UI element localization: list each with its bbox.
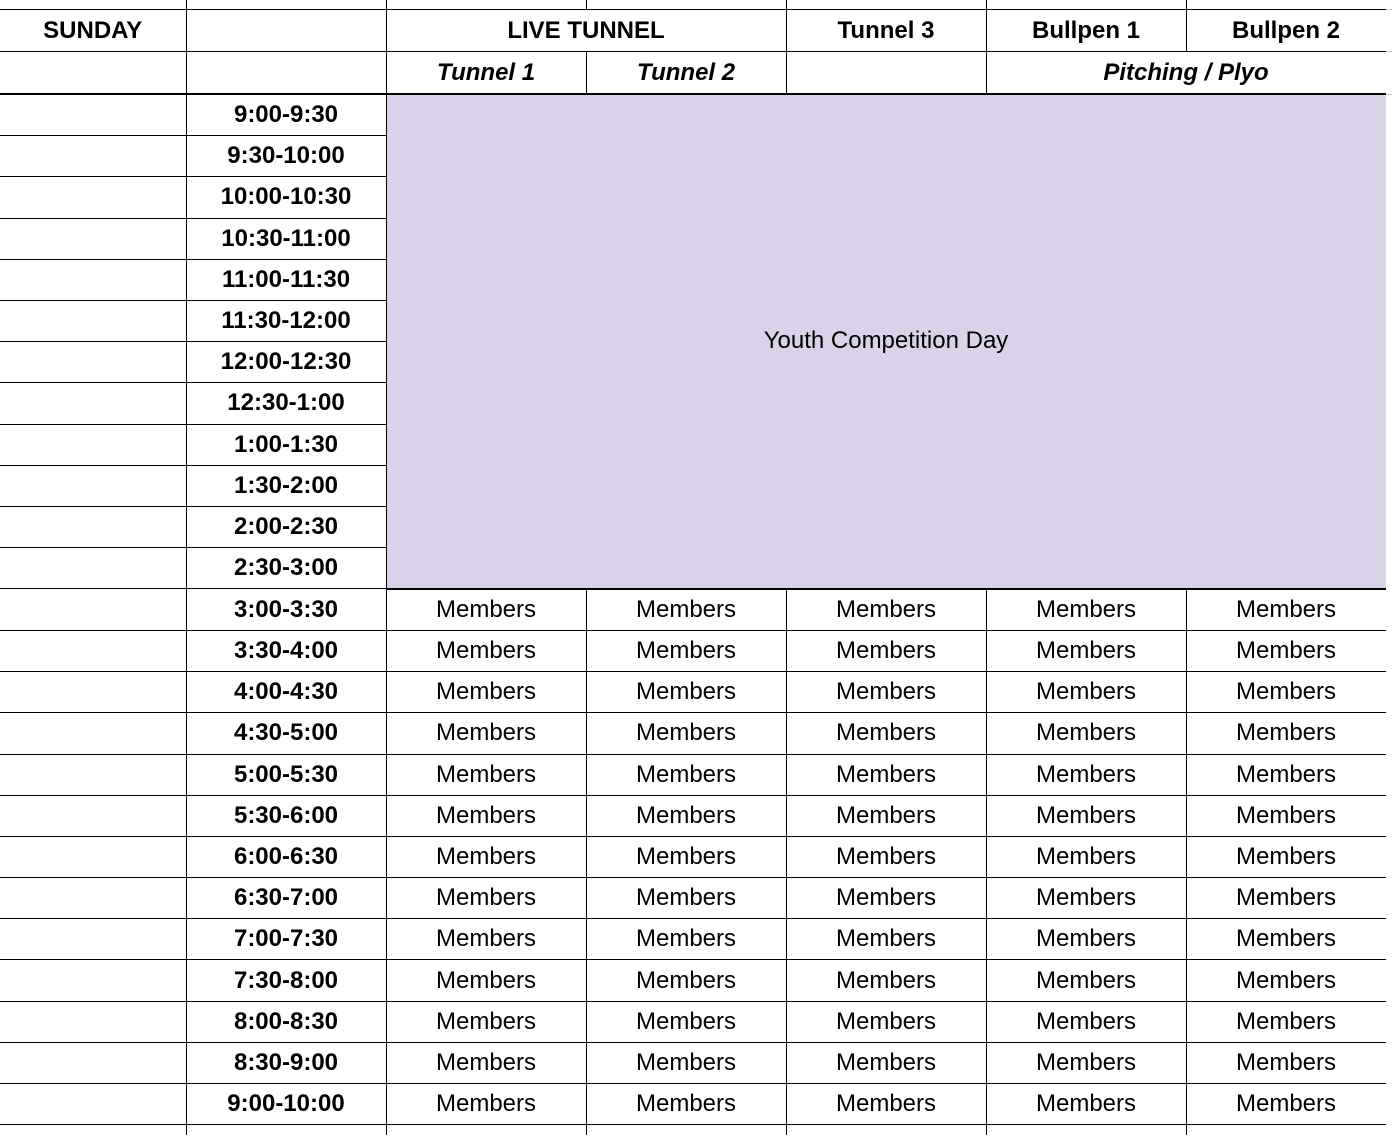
- cell[interactable]: [0, 713, 186, 754]
- cell[interactable]: [0, 342, 186, 383]
- cell[interactable]: [386, 1125, 586, 1136]
- time-slot-cell[interactable]: 10:00-10:30: [186, 177, 386, 218]
- time-slot-row: [0, 919, 1386, 960]
- members-booking-cell[interactable]: Members: [386, 1084, 586, 1125]
- members-booking-cell[interactable]: Members: [986, 878, 1186, 919]
- members-booking-cell[interactable]: Members: [386, 960, 586, 1001]
- members-booking-cell[interactable]: Members: [786, 672, 986, 713]
- members-booking-cell[interactable]: Members: [1186, 795, 1386, 836]
- members-booking-cell[interactable]: Members: [386, 630, 586, 671]
- members-booking-cell[interactable]: Members: [586, 878, 786, 919]
- time-slot-cell[interactable]: 5:30-6:00: [186, 795, 386, 836]
- members-booking-cell[interactable]: Members: [1186, 713, 1386, 754]
- members-booking-cell[interactable]: Members: [986, 795, 1186, 836]
- gridline-tick: [1386, 9, 1392, 10]
- members-booking-cell[interactable]: Members: [986, 919, 1186, 960]
- time-slot-cell[interactable]: 11:00-11:30: [186, 259, 386, 300]
- time-slot-row: [0, 589, 1386, 631]
- members-booking-cell[interactable]: Members: [386, 878, 586, 919]
- members-booking-cell[interactable]: Members: [786, 754, 986, 795]
- cell[interactable]: [0, 506, 186, 547]
- members-booking-cell[interactable]: Members: [1186, 1001, 1386, 1042]
- members-booking-cell[interactable]: Members: [386, 713, 586, 754]
- members-booking-cell[interactable]: Members: [1186, 919, 1386, 960]
- cell[interactable]: [1186, 1125, 1386, 1136]
- members-booking-cell[interactable]: Members: [986, 713, 1186, 754]
- members-booking-cell[interactable]: Members: [386, 795, 586, 836]
- members-booking-cell[interactable]: Members: [1186, 1042, 1386, 1083]
- members-booking-cell[interactable]: Members: [586, 713, 786, 754]
- cell[interactable]: [0, 218, 186, 259]
- members-booking-cell[interactable]: Members: [786, 795, 986, 836]
- time-slot-row: [0, 795, 1386, 836]
- cell[interactable]: [0, 1042, 186, 1083]
- members-booking-cell[interactable]: Members: [586, 1084, 786, 1125]
- time-slot-cell[interactable]: 1:30-2:00: [186, 465, 386, 506]
- members-booking-cell[interactable]: Members: [386, 919, 586, 960]
- cell[interactable]: [0, 1001, 186, 1042]
- members-booking-cell[interactable]: Members: [786, 960, 986, 1001]
- time-slot-row: [0, 94, 1386, 136]
- time-slot-row: [0, 754, 1386, 795]
- members-booking-cell[interactable]: Members: [786, 630, 986, 671]
- cell[interactable]: [0, 548, 186, 589]
- members-booking-cell[interactable]: Members: [386, 754, 586, 795]
- cell[interactable]: [186, 1125, 386, 1136]
- top-partial-row: [0, 0, 1386, 10]
- cell[interactable]: [0, 0, 186, 10]
- cell[interactable]: [986, 1125, 1186, 1136]
- members-booking-cell[interactable]: Members: [786, 713, 986, 754]
- sheet-right-gutter: [1386, 0, 1392, 1145]
- time-slot-cell[interactable]: 7:30-8:00: [186, 960, 386, 1001]
- time-slot-cell[interactable]: 11:30-12:00: [186, 300, 386, 341]
- bullpen1-header-cell[interactable]: Bullpen 1: [986, 10, 1186, 52]
- members-booking-cell[interactable]: Members: [1186, 836, 1386, 877]
- members-booking-cell[interactable]: Members: [786, 1084, 986, 1125]
- cell[interactable]: [186, 0, 386, 10]
- cell[interactable]: [0, 672, 186, 713]
- time-slot-cell[interactable]: 6:00-6:30: [186, 836, 386, 877]
- members-booking-cell[interactable]: Members: [586, 1042, 786, 1083]
- time-slot-row: [0, 672, 1386, 713]
- cell[interactable]: [0, 259, 186, 300]
- tunnel3-header-cell[interactable]: Tunnel 3: [786, 10, 986, 52]
- members-booking-cell[interactable]: Members: [786, 1001, 986, 1042]
- cell[interactable]: [0, 94, 186, 136]
- cell[interactable]: [0, 300, 186, 341]
- members-booking-cell[interactable]: Members: [586, 672, 786, 713]
- bullpen2-header-cell[interactable]: Bullpen 2: [1186, 10, 1386, 52]
- cell[interactable]: [0, 136, 186, 177]
- cell[interactable]: [0, 177, 186, 218]
- time-slot-row: [0, 1084, 1386, 1125]
- time-slot-cell[interactable]: 3:30-4:00: [186, 630, 386, 671]
- members-booking-cell[interactable]: Members: [586, 630, 786, 671]
- members-booking-cell[interactable]: Members: [586, 1001, 786, 1042]
- members-booking-cell[interactable]: Members: [586, 589, 786, 631]
- members-booking-cell[interactable]: Members: [1186, 672, 1386, 713]
- gridline-tick: [1386, 94, 1392, 95]
- time-slot-cell[interactable]: 4:30-5:00: [186, 713, 386, 754]
- members-booking-cell[interactable]: Members: [586, 960, 786, 1001]
- members-booking-cell[interactable]: Members: [1186, 1084, 1386, 1125]
- cell[interactable]: [0, 383, 186, 424]
- cell[interactable]: [0, 878, 186, 919]
- members-booking-cell[interactable]: Members: [386, 836, 586, 877]
- members-booking-cell[interactable]: Members: [986, 754, 1186, 795]
- cell[interactable]: [0, 1125, 186, 1136]
- time-slot-row: [0, 836, 1386, 877]
- members-booking-cell[interactable]: Members: [586, 836, 786, 877]
- members-booking-cell[interactable]: Members: [986, 960, 1186, 1001]
- members-booking-cell[interactable]: Members: [986, 836, 1186, 877]
- time-slot-cell[interactable]: 12:00-12:30: [186, 342, 386, 383]
- members-booking-cell[interactable]: Members: [586, 754, 786, 795]
- time-slot-row: [0, 878, 1386, 919]
- tunnel2-subheader-cell[interactable]: Tunnel 2: [586, 52, 786, 95]
- members-booking-cell[interactable]: Members: [386, 1001, 586, 1042]
- time-slot-row: [0, 630, 1386, 671]
- cell[interactable]: [0, 465, 186, 506]
- members-booking-cell[interactable]: Members: [386, 1042, 586, 1083]
- cell[interactable]: [0, 795, 186, 836]
- header-row-subgroups: [0, 52, 1386, 95]
- members-booking-cell[interactable]: Members: [1186, 878, 1386, 919]
- members-booking-cell[interactable]: Members: [986, 1084, 1186, 1125]
- bottom-partial-row: [0, 1125, 1386, 1136]
- time-slot-cell[interactable]: 2:30-3:00: [186, 548, 386, 589]
- time-slot-cell[interactable]: 9:00-9:30: [186, 94, 386, 136]
- members-booking-cell[interactable]: Members: [386, 589, 586, 631]
- time-slot-cell[interactable]: 6:30-7:00: [186, 878, 386, 919]
- cell[interactable]: [586, 0, 786, 10]
- time-header-cell[interactable]: [186, 10, 386, 52]
- members-booking-cell[interactable]: Members: [1186, 960, 1386, 1001]
- members-booking-cell[interactable]: Members: [786, 1042, 986, 1083]
- members-booking-cell[interactable]: Members: [586, 919, 786, 960]
- youth-competition-day-cell[interactable]: Youth Competition Day: [386, 94, 1386, 589]
- time-slot-cell[interactable]: 2:00-2:30: [186, 506, 386, 547]
- time-slot-cell[interactable]: 8:00-8:30: [186, 1001, 386, 1042]
- time-slot-row: [0, 960, 1386, 1001]
- cell[interactable]: [186, 52, 386, 95]
- time-slot-cell[interactable]: 9:00-10:00: [186, 1084, 386, 1125]
- members-booking-cell[interactable]: Members: [986, 630, 1186, 671]
- time-slot-row: [0, 1042, 1386, 1083]
- header-row-groups: [0, 10, 1386, 52]
- cell[interactable]: [786, 0, 986, 10]
- live-tunnel-header-cell[interactable]: LIVE TUNNEL: [386, 10, 786, 52]
- cell[interactable]: [0, 424, 186, 465]
- time-slot-cell[interactable]: 1:00-1:30: [186, 424, 386, 465]
- cell[interactable]: [0, 1084, 186, 1125]
- members-booking-cell[interactable]: Members: [786, 919, 986, 960]
- cell[interactable]: [1186, 0, 1386, 10]
- cell[interactable]: [0, 52, 186, 95]
- members-booking-cell[interactable]: Members: [1186, 589, 1386, 631]
- members-booking-cell[interactable]: Members: [986, 1001, 1186, 1042]
- cell[interactable]: [0, 960, 186, 1001]
- cell[interactable]: [986, 0, 1186, 10]
- time-slot-row: [0, 713, 1386, 754]
- members-booking-cell[interactable]: Members: [786, 878, 986, 919]
- time-slot-cell[interactable]: 7:00-7:30: [186, 919, 386, 960]
- cell[interactable]: [0, 630, 186, 671]
- cell[interactable]: [386, 0, 586, 10]
- cell[interactable]: [0, 589, 186, 631]
- day-label-cell[interactable]: SUNDAY: [0, 10, 186, 52]
- time-slot-cell[interactable]: 3:00-3:30: [186, 589, 386, 631]
- members-booking-cell[interactable]: Members: [586, 795, 786, 836]
- gridline-tick: [1386, 51, 1392, 52]
- time-slot-cell[interactable]: 12:30-1:00: [186, 383, 386, 424]
- members-booking-cell[interactable]: Members: [986, 1042, 1186, 1083]
- cell[interactable]: [786, 1125, 986, 1136]
- cell[interactable]: [786, 52, 986, 95]
- tunnel1-subheader-cell[interactable]: Tunnel 1: [386, 52, 586, 95]
- members-booking-cell[interactable]: Members: [1186, 630, 1386, 671]
- time-slot-cell[interactable]: 8:30-9:00: [186, 1042, 386, 1083]
- cell[interactable]: [0, 754, 186, 795]
- members-booking-cell[interactable]: Members: [786, 836, 986, 877]
- members-booking-cell[interactable]: Members: [986, 672, 1186, 713]
- time-slot-row: [0, 1001, 1386, 1042]
- members-booking-cell[interactable]: Members: [1186, 754, 1386, 795]
- cell[interactable]: [586, 1125, 786, 1136]
- time-slot-cell[interactable]: 5:00-5:30: [186, 754, 386, 795]
- time-slot-cell[interactable]: 4:00-4:30: [186, 672, 386, 713]
- cell[interactable]: [0, 836, 186, 877]
- members-booking-cell[interactable]: Members: [386, 672, 586, 713]
- time-slot-cell[interactable]: 9:30-10:00: [186, 136, 386, 177]
- cell[interactable]: [0, 919, 186, 960]
- members-booking-cell[interactable]: Members: [986, 589, 1186, 631]
- time-slot-cell[interactable]: 10:30-11:00: [186, 218, 386, 259]
- pitching-plyo-subheader-cell[interactable]: Pitching / Plyo: [986, 52, 1386, 95]
- members-booking-cell[interactable]: Members: [786, 589, 986, 631]
